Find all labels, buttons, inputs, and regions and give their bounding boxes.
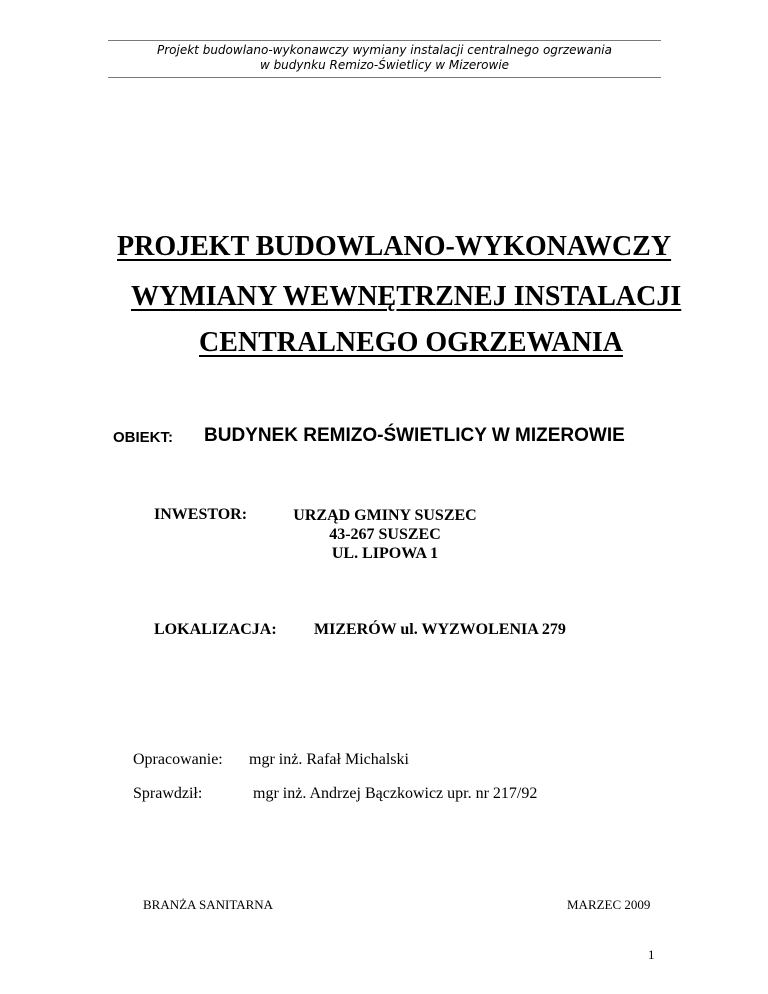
lokalizacja-value: MIZERÓW ul. WYZWOLENIA 279: [314, 621, 566, 638]
lokalizacja-label: LOKALIZACJA:: [154, 621, 277, 638]
obiekt-label: OBIEKT:: [113, 429, 173, 446]
sprawdzil-label: Sprawdził:: [133, 785, 203, 802]
obiekt-value: BUDYNEK REMIZO-ŚWIETLICY W MIZEROWIE: [204, 425, 625, 446]
opracowanie-value: mgr inż. Rafał Michalski: [249, 751, 409, 768]
header-line-1: Projekt budowlano-wykonawczy wymiany instalacji centralnego ogrzewania: [157, 43, 612, 57]
inwestor-address: [285, 506, 485, 563]
opracowanie-label: Opracowanie:: [133, 751, 223, 768]
inwestor-label: INWESTOR:: [154, 506, 248, 523]
title-line-2: WYMIANY WEWNĘTRZNEJ INSTALACJI: [131, 281, 682, 312]
inwestor-name: URZĄD GMINY SUSZEC: [293, 507, 477, 524]
title-line-1: PROJEKT BUDOWLANO-WYKONAWCZY: [117, 231, 672, 262]
branza-label: BRANŻA SANITARNA: [143, 897, 274, 912]
header-line-2: w budynku Remizo-Świetlicy w Mizerowie: [259, 58, 510, 72]
title-line-3: CENTRALNEGO OGRZEWANIA: [199, 327, 623, 358]
page-number: 1: [648, 947, 655, 962]
inwestor-street: UL. LIPOWA 1: [331, 545, 439, 562]
running-header: [108, 40, 661, 78]
document-date: MARZEC 2009: [567, 897, 651, 912]
sprawdzil-value: mgr inż. Andrzej Bączkowicz upr. nr 217/92: [253, 785, 538, 802]
inwestor-postal: 43-267 SUSZEC: [329, 526, 441, 543]
